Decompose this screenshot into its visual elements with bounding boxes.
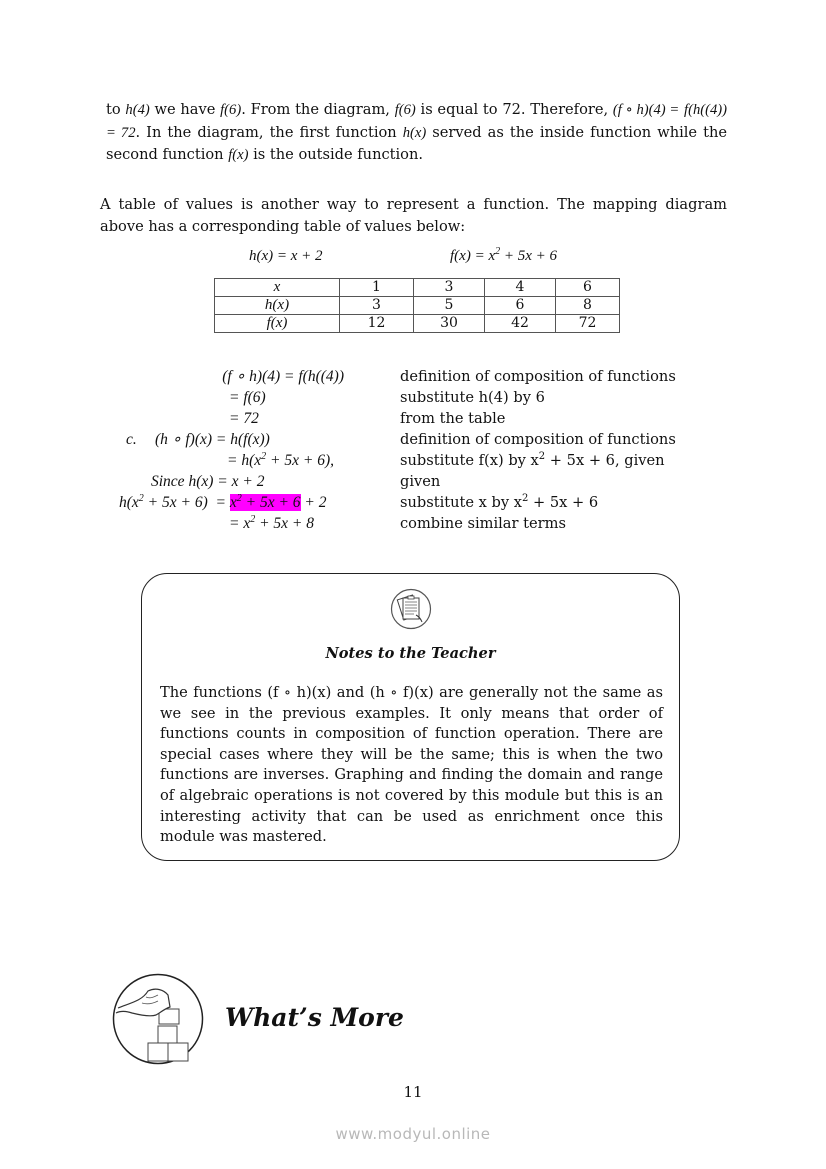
text: + 5x + 8 bbox=[255, 515, 315, 532]
math-f6: f(6) bbox=[394, 102, 416, 118]
table-row bbox=[215, 297, 620, 315]
text: + 5x + 6), bbox=[266, 452, 334, 469]
exponent: 2 bbox=[138, 493, 144, 504]
notes-title: Notes to the Teacher bbox=[325, 645, 496, 662]
cell: 8 bbox=[556, 297, 620, 315]
step-5-expression bbox=[227, 450, 334, 471]
exponent: 2 bbox=[538, 451, 546, 462]
math-fh4: f(h((4)) = 72 bbox=[106, 102, 727, 141]
step-3-reason: from the table bbox=[400, 410, 506, 427]
cell: 1 bbox=[340, 279, 414, 297]
h-definition: h(x) = x + 2 bbox=[249, 248, 323, 264]
step-8-expression bbox=[229, 513, 314, 534]
text: x bbox=[229, 494, 237, 511]
table-row bbox=[215, 315, 620, 333]
table-of-values bbox=[214, 278, 620, 333]
intro-paragraph bbox=[106, 99, 727, 167]
exponent: 2 bbox=[495, 246, 501, 257]
cell: 5 bbox=[414, 297, 485, 315]
exponent: 2 bbox=[521, 493, 529, 504]
step-8-reason: combine similar terms bbox=[400, 515, 566, 532]
step-4-reason: definition of composition of functions bbox=[400, 431, 676, 448]
text: . In the diagram, the first function bbox=[135, 123, 403, 141]
step-5-reason bbox=[400, 450, 665, 471]
math-f6: f(6) bbox=[220, 102, 242, 118]
step-1-reason: definition of composition of functions bbox=[400, 368, 676, 385]
clipboard-notes-icon bbox=[390, 588, 432, 630]
text: we have bbox=[149, 101, 221, 118]
row-header: h(x) bbox=[215, 297, 340, 315]
cell: 30 bbox=[414, 315, 485, 333]
text: + 5x + 6, given bbox=[545, 452, 665, 469]
text: h(x bbox=[119, 494, 139, 511]
step-3-expression: = 72 bbox=[229, 410, 259, 427]
text: + 2 bbox=[300, 494, 327, 511]
text: + 5x + 6 bbox=[241, 494, 301, 511]
since-word: Since bbox=[151, 473, 185, 490]
text: + 5x + 6 bbox=[528, 494, 599, 511]
section-title: What’s More bbox=[225, 1003, 404, 1032]
step-2-reason: substitute h(4) by 6 bbox=[400, 389, 545, 406]
step-c-label: c. bbox=[126, 431, 137, 448]
highlighted-term bbox=[230, 494, 301, 511]
text: served as the inside function while the second function bbox=[106, 123, 727, 163]
cell: 4 bbox=[485, 279, 556, 297]
row-header: x bbox=[215, 279, 340, 297]
text: substitute x by x bbox=[400, 494, 522, 511]
text: to bbox=[106, 101, 126, 118]
text: h(x) = x + 2 bbox=[184, 473, 265, 490]
cell: 6 bbox=[485, 297, 556, 315]
math-composition: (f ∘ h)(4) = bbox=[612, 102, 680, 118]
cell: 6 bbox=[556, 279, 620, 297]
cell: 3 bbox=[414, 279, 485, 297]
page-number: 11 bbox=[403, 1083, 423, 1101]
text: substitute f(x) by x bbox=[400, 452, 539, 469]
step-7-expression bbox=[119, 492, 327, 513]
notes-body: The functions (f ∘ h)(x) and (h ∘ f)(x) are generally not the same as we see in the previous examples. It only means that order of functions counts in composition of function operation. There are special cases where they will be the same; this is when the two functions are inverses. Graphing and finding the domain and range of algebraic operations is not covered by this module but this is an interesting activity that can be used as enrichment once this module was mastered. bbox=[160, 684, 663, 846]
row-header: f(x) bbox=[215, 315, 340, 333]
step-7-reason bbox=[400, 492, 598, 513]
table-row bbox=[215, 279, 620, 297]
table-intro-paragraph: A table of values is another way to represent a function. The mapping diagram above has a corresponding table of values below: bbox=[100, 196, 727, 235]
math-hx: h(x) bbox=[402, 124, 427, 141]
step-1-expression: (f ∘ h)(4) = f(h((4)) bbox=[222, 368, 344, 385]
math-h4: h(4) bbox=[125, 102, 150, 118]
text: + 5x + 6) = bbox=[143, 494, 230, 511]
text: f(x) = x bbox=[450, 248, 496, 264]
cell: 12 bbox=[340, 315, 414, 333]
text: = h(x bbox=[227, 452, 262, 469]
step-6-reason: given bbox=[400, 473, 441, 490]
text: is the outside function. bbox=[248, 146, 423, 163]
cell: 42 bbox=[485, 315, 556, 333]
hand-stacking-blocks-icon bbox=[112, 973, 204, 1065]
cell: 3 bbox=[340, 297, 414, 315]
exponent: 2 bbox=[236, 493, 242, 504]
f-definition bbox=[450, 248, 557, 265]
text: = x bbox=[229, 515, 251, 532]
watermark: www.modyul.online bbox=[335, 1125, 491, 1143]
exponent: 2 bbox=[250, 514, 256, 525]
text: is equal to 72. Therefore, bbox=[415, 101, 613, 118]
math-fx: f(x) bbox=[228, 147, 249, 163]
text: . From the diagram, bbox=[241, 101, 395, 118]
step-4-expression: (h ∘ f)(x) = h(f(x)) bbox=[155, 431, 270, 448]
step-6-expression bbox=[151, 471, 264, 492]
step-2-expression: = f(6) bbox=[229, 389, 266, 406]
cell: 72 bbox=[556, 315, 620, 333]
exponent: 2 bbox=[261, 451, 267, 462]
text: + 5x + 6 bbox=[500, 248, 558, 264]
